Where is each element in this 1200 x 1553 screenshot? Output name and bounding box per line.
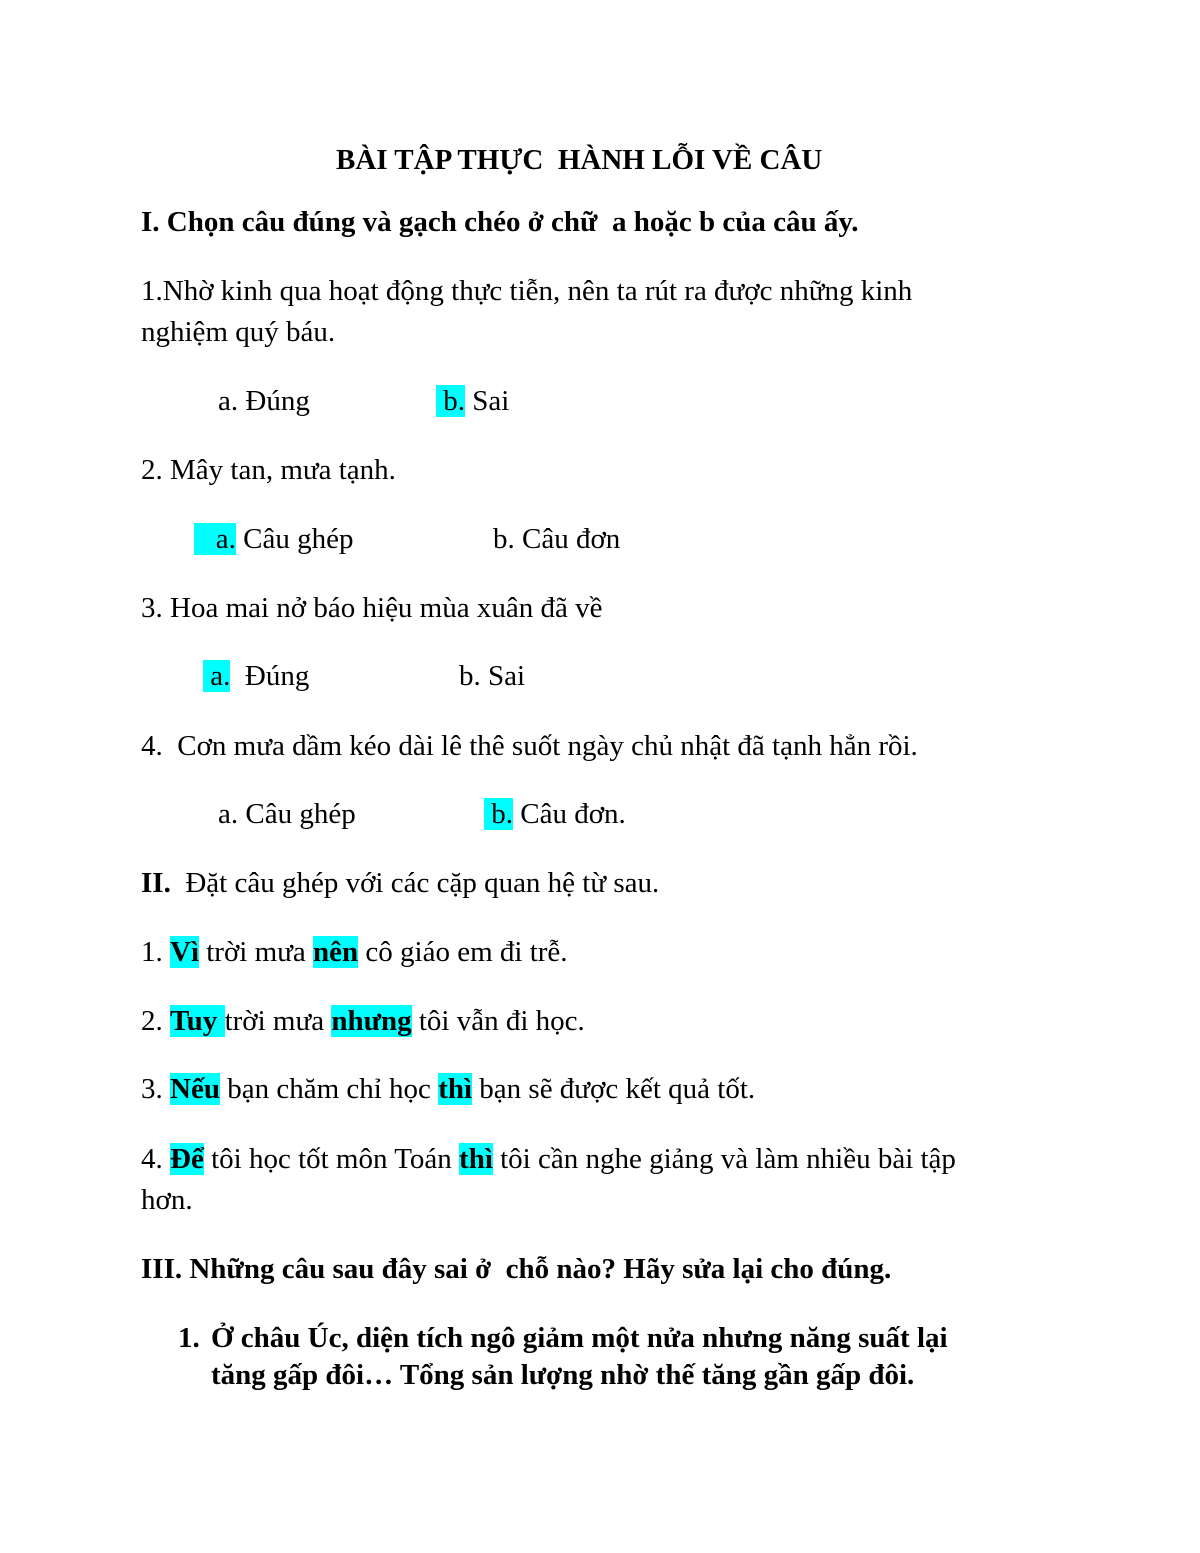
question-3-line: 3. Hoa mai nở báo hiệu mùa xuân đã về	[141, 592, 603, 624]
sentence-4	[141, 1142, 956, 1176]
conjunction-highlight: nên	[313, 936, 359, 968]
sentence-number: 1.	[141, 936, 170, 968]
conjunction-highlight: nhưng	[331, 1005, 412, 1037]
option-text: Sai	[465, 385, 510, 417]
sentence-text: bạn chăm chỉ học	[219, 1073, 439, 1105]
answer-highlight: b.	[436, 385, 465, 417]
section-text: Đặt câu ghép với các cặp quan hệ từ sau.	[170, 867, 660, 899]
conjunction-highlight: Tuy	[170, 1005, 225, 1037]
sentence-text: trời mưa	[224, 1005, 332, 1037]
question-4-option-b	[484, 797, 626, 831]
question-3-option-a	[203, 659, 309, 693]
option-text: Câu đơn.	[513, 798, 626, 830]
conjunction-highlight: Để	[170, 1143, 204, 1175]
question-2-option-a	[194, 522, 353, 556]
section-1-heading: I. Chọn câu đúng và gạch chéo ở chữ a hoặc b của câu ấy.	[141, 206, 859, 238]
sentence-text: tôi học tốt môn Toán	[203, 1143, 460, 1175]
sentence-number: 4.	[141, 1143, 170, 1175]
item-1-line-1: Ở châu Úc, diện tích ngô giảm một nửa nhưng năng suất lại	[211, 1322, 948, 1354]
sentence-4-continuation: hơn.	[141, 1184, 193, 1216]
section-number: II.	[141, 867, 171, 899]
question-1-line-1: 1.Nhờ kinh qua hoạt động thực tiễn, nên ta rút ra được những kinh	[141, 275, 913, 307]
item-1-line-2: tăng gấp đôi… Tổng sản lượng nhờ thế tăng gần gấp đôi.	[211, 1359, 915, 1391]
sentence-1	[141, 935, 568, 969]
question-1-option-a: a. Đúng	[218, 385, 310, 417]
answer-highlight: b.	[484, 798, 513, 830]
conjunction-highlight: Vì	[170, 936, 199, 968]
option-text: Câu ghép	[235, 523, 354, 555]
sentence-text: bạn sẽ được kết quả tốt.	[472, 1073, 756, 1105]
question-4-line: 4. Cơn mưa dầm kéo dài lê thê suốt ngày chủ nhật đã tạnh hẳn rồi.	[141, 730, 918, 762]
sentence-text: trời mưa	[199, 936, 314, 968]
question-1-line-2: nghiệm quý báu.	[141, 316, 336, 348]
sentence-2	[141, 1004, 585, 1038]
sentence-text: tôi vẫn đi học.	[411, 1005, 585, 1037]
sentence-number: 3.	[141, 1073, 170, 1105]
question-4-option-a: a. Câu ghép	[218, 798, 356, 830]
answer-highlight: a.	[203, 660, 231, 692]
question-2-line: 2. Mây tan, mưa tạnh.	[141, 454, 396, 486]
question-3-option-b: b. Sai	[459, 660, 526, 692]
section-3-heading: III. Những câu sau đây sai ở chỗ nào? Hãy sửa lại cho đúng.	[141, 1253, 892, 1285]
conjunction-highlight: thì	[438, 1073, 473, 1105]
section-2-heading	[141, 866, 659, 900]
page-title: BÀI TẬP THỰC HÀNH LỖI VỀ CÂU	[336, 144, 823, 176]
question-1-option-b	[436, 384, 509, 418]
answer-highlight: a.	[194, 523, 236, 555]
option-text: Đúng	[230, 660, 310, 692]
sentence-text: tôi cần nghe giảng và làm nhiều bài tập	[492, 1143, 956, 1175]
question-2-option-b: b. Câu đơn	[493, 523, 621, 555]
item-1-number: 1.	[178, 1322, 200, 1354]
sentence-text: cô giáo em đi trễ.	[358, 936, 568, 968]
sentence-number: 2.	[141, 1005, 170, 1037]
conjunction-highlight: Nếu	[170, 1073, 220, 1105]
sentence-3	[141, 1072, 755, 1106]
conjunction-highlight: thì	[459, 1143, 493, 1175]
